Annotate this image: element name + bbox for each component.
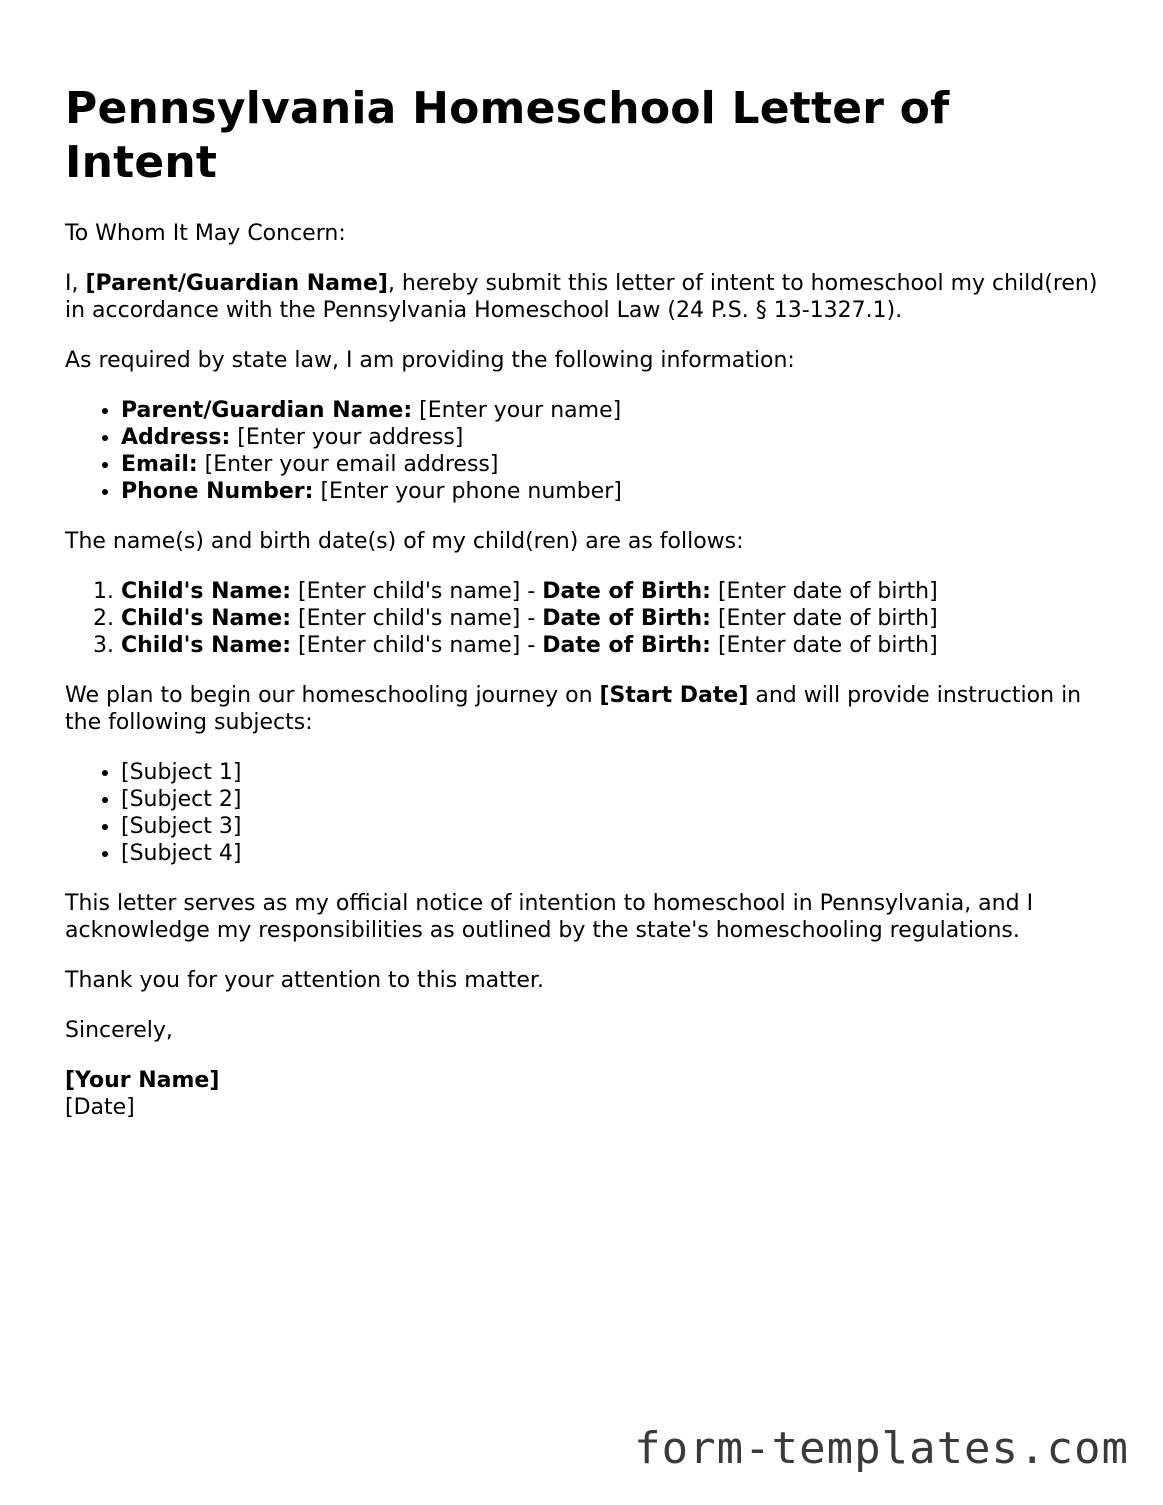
child-name-label: Child's Name: xyxy=(121,633,292,658)
page-title: Pennsylvania Homeschool Letter of Intent xyxy=(65,83,950,188)
info-label: Email: xyxy=(121,452,198,477)
info-value: [Enter your email address] xyxy=(197,452,499,477)
intro-prefix: I, xyxy=(65,271,86,296)
info-label: Address: xyxy=(121,425,231,450)
thanks-paragraph: Thank you for your attention to this matter. xyxy=(65,968,544,993)
start-date-placeholder: [Start Date] xyxy=(599,683,749,708)
signature-name: [Your Name] xyxy=(65,1068,220,1093)
list-item xyxy=(121,632,1105,659)
info-value: [Enter your address] xyxy=(230,425,464,450)
list-item: • [Subject 4] xyxy=(121,840,1105,867)
list-item xyxy=(121,605,1105,632)
list-item: • [Subject 1] xyxy=(121,759,1105,786)
intro-suffix: , hereby submit this letter of intent to homeschool my child(ren) in accordance with the Pennsylvania Homeschool Law (24 P.S. § 13-1327.1). xyxy=(65,271,1098,323)
info-list xyxy=(65,397,1105,505)
list-item xyxy=(121,397,1105,424)
notice-paragraph: This letter serves as my official notice of intention to homeschool in Pennsylvania, and I acknowledge my responsibilities as outlined by the state's homeschooling regulations. xyxy=(65,891,1034,943)
subjects-list xyxy=(65,759,1105,867)
info-label: Phone Number: xyxy=(121,479,314,504)
dob-label: Date of Birth: xyxy=(542,606,711,631)
dob-label: Date of Birth: xyxy=(542,579,711,604)
list-item: • [Subject 3] xyxy=(121,813,1105,840)
info-intro: As required by state law, I am providing the following information: xyxy=(65,348,795,373)
parent-name-placeholder: [Parent/Guardian Name] xyxy=(85,271,388,296)
list-item xyxy=(121,578,1105,605)
signature-date: [Date] xyxy=(65,1095,135,1120)
intro-paragraph xyxy=(65,270,1105,324)
letter-document xyxy=(65,82,1105,1121)
dob-value: [Enter date of birth] xyxy=(710,579,938,604)
info-value: [Enter your phone number] xyxy=(313,479,622,504)
info-label: Parent/Guardian Name: xyxy=(121,398,413,423)
child-name-label: Child's Name: xyxy=(121,606,292,631)
watermark: form-templates.com xyxy=(634,1423,1129,1474)
child-name-label: Child's Name: xyxy=(121,579,292,604)
dob-label: Date of Birth: xyxy=(542,633,711,658)
child-name-value: [Enter child's name] - xyxy=(291,579,543,604)
list-item xyxy=(121,424,1105,451)
closing: Sincerely, xyxy=(65,1018,173,1043)
dob-value: [Enter date of birth] xyxy=(710,606,938,631)
list-item: • [Subject 2] xyxy=(121,786,1105,813)
plan-suffix: and will provide instruction in the following subjects: xyxy=(65,683,1082,735)
children-list xyxy=(65,578,1105,659)
child-name-value: [Enter child's name] - xyxy=(291,633,543,658)
dob-value: [Enter date of birth] xyxy=(710,633,938,658)
plan-prefix: We plan to begin our homeschooling journey on xyxy=(65,683,600,708)
info-value: [Enter your name] xyxy=(412,398,622,423)
child-name-value: [Enter child's name] - xyxy=(291,606,543,631)
children-intro: The name(s) and birth date(s) of my child(ren) are as follows: xyxy=(65,529,744,554)
salutation: To Whom It May Concern: xyxy=(65,221,346,246)
list-item xyxy=(121,451,1105,478)
list-item xyxy=(121,478,1105,505)
plan-paragraph xyxy=(65,682,1105,736)
